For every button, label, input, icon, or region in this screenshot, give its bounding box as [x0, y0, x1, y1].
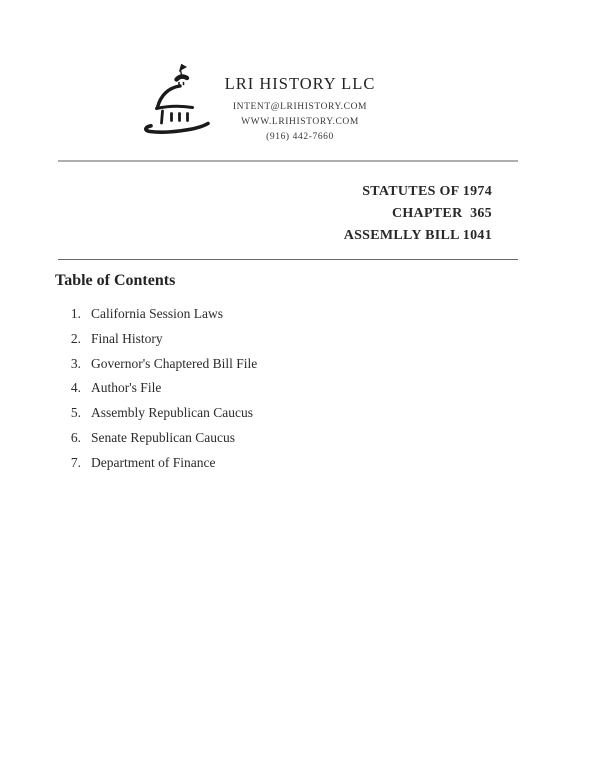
toc-item: [55, 331, 475, 356]
toc-item: [55, 306, 475, 331]
toc-item-label: Governor's Chaptered Bill File: [91, 355, 258, 371]
toc-item-label: Final History: [91, 330, 163, 346]
toc-item-label: Assembly Republican Caucus: [91, 405, 253, 421]
statutes-line: STATUTES OF 1974: [362, 184, 492, 199]
toc-item: [55, 380, 475, 405]
toc-item-label: Author's File: [91, 380, 162, 396]
company-email: INTENT@LRIHISTORY.COM: [232, 102, 368, 112]
toc-item-number: 4.: [70, 380, 81, 396]
bill-info-block: [58, 181, 492, 247]
toc-item: [55, 455, 475, 480]
toc-item-number: 6.: [70, 429, 81, 445]
toc-list: [55, 306, 475, 480]
letterhead: [210, 74, 390, 145]
horizontal-rule-bottom: [58, 259, 518, 260]
toc-item-number: 7.: [70, 454, 81, 470]
toc-item: [55, 405, 475, 430]
capitol-dome-sketch-icon: [139, 61, 217, 143]
toc-item: [55, 430, 475, 455]
horizontal-rule-top: [58, 160, 518, 162]
chapter-line: CHAPTER 365: [391, 206, 492, 221]
toc-item-number: 1.: [70, 306, 81, 321]
toc-item-label: Department of Finance: [91, 454, 216, 470]
toc-item: [55, 356, 475, 381]
company-name: LRI HISTORY LLC: [224, 74, 376, 93]
company-website: WWW.LRIHISTORY.COM: [241, 117, 359, 127]
toc-item-number: 5.: [70, 405, 81, 421]
toc-item-number: 2.: [70, 330, 81, 346]
toc-title: Table of Contents: [55, 272, 176, 289]
toc-item-number: 3.: [70, 355, 81, 371]
company-phone: (916) 442-7660: [266, 132, 334, 142]
assembly-bill-line: ASSEMLLY BILL 1041: [343, 228, 492, 243]
toc-item-label: California Session Laws: [91, 306, 223, 321]
toc-item-label: Senate Republican Caucus: [91, 429, 235, 445]
